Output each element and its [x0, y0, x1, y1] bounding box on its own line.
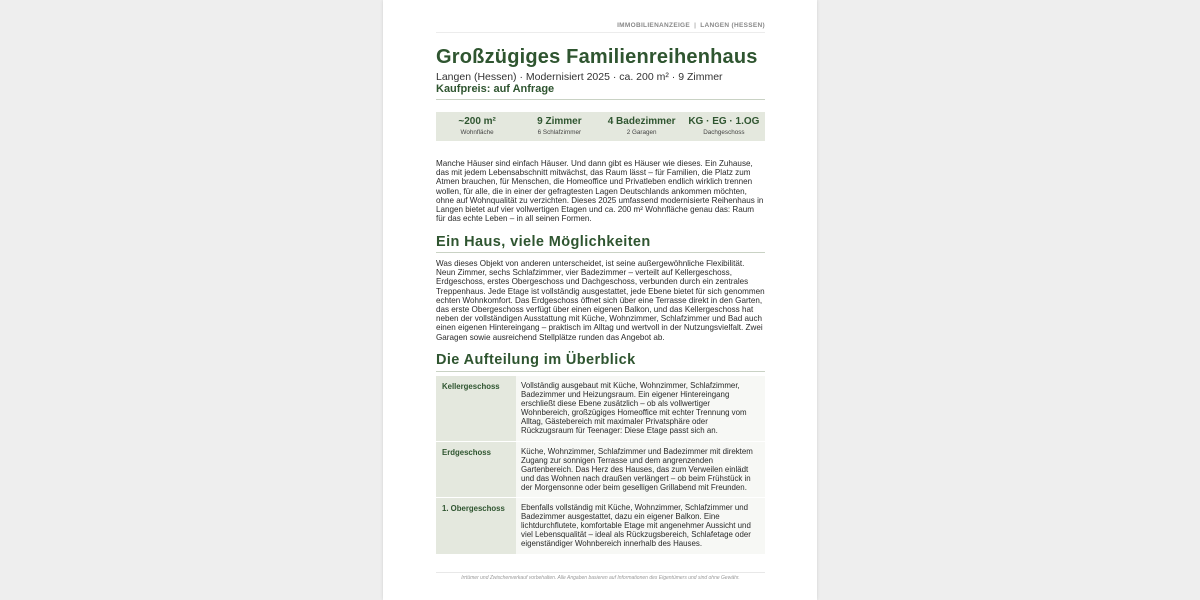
fact-label: 6 Schlafzimmer: [537, 129, 582, 136]
intro-paragraph: Manche Häuser sind einfach Häuser. Und dann gibt es Häuser wie dieses. Ein Zuhause, das mit jedem Lebensabschnitt mitwächst, das Raum lässt – für Familien, die Platz zum Atmen brauchen, für Menschen, die Homeoffice und Privatleben endlich wirklich trennen wollen, für alle, die in einer der gefragtesten Lagen Deutschlands ankommen möchten, ohne auf Wohnqualität zu verzichten. Dieses 2025 umfassend modernisierte Reihenhaus in Langen bietet auf vier vollwertigen Etagen und ca. 200 m² Wohnfläche genau das: Raum für das echte Leben – in all seinen Formen.: [436, 159, 764, 224]
listing-meta: [617, 22, 765, 29]
fact-label: Wohnfläche: [460, 129, 494, 136]
listing-category: IMMOBILIENANZEIGE: [617, 22, 691, 29]
fact-value: 9 Zimmer: [537, 116, 582, 127]
table-row: [436, 498, 765, 553]
disclaimer-footnote: Irrtümer und Zwischenverkauf vorbehalten. Alle Angaben basieren auf Informationen des Eigentümers und sind ohne Gewähr.: [461, 575, 740, 581]
fact-rooms: [518, 112, 600, 141]
fact-bathrooms: [601, 112, 683, 141]
floor-name: Erdgeschoss: [436, 442, 516, 497]
table-row: [436, 376, 765, 441]
fact-value: ~200 m²: [458, 116, 496, 127]
section-divider: [436, 371, 765, 372]
floor-name: Kellergeschoss: [436, 376, 516, 441]
listing-price: Kaufpreis: auf Anfrage: [436, 83, 555, 95]
meta-separator: |: [694, 22, 697, 29]
fact-floors: [683, 112, 765, 141]
key-facts-bar: [436, 112, 765, 141]
listing-location: LANGEN (HESSEN): [700, 22, 765, 29]
fact-label: Dachgeschoss: [703, 129, 745, 136]
section-heading-layout: Die Aufteilung im Überblick: [436, 352, 636, 368]
section-heading-possibilities: Ein Haus, viele Möglichkeiten: [436, 234, 651, 250]
header-divider: [436, 32, 765, 33]
fact-living-area: [436, 112, 518, 141]
listing-subtitle: Langen (Hessen) · Modernisiert 2025 · ca. 200 m² · 9 Zimmer: [436, 71, 723, 83]
floor-description: Ebenfalls vollständig mit Küche, Wohnzimmer, Schlafzimmer und Badezimmer ausgestattet, dazu ein eigener Balkon. Eine lichtdurchflutete, komfortable Etage mit angenehmer Aussicht und viel Lebensqualität – ideal als Rückzugsbereich, Schlafetage oder eigenständiger Wohnbereich innerhalb des Hauses.: [516, 498, 765, 553]
footer-divider: [436, 572, 765, 573]
listing-title: Großzügiges Familienreihenhaus: [436, 46, 758, 68]
fact-value: KG · EG · 1.OG: [688, 116, 760, 127]
possibilities-paragraph: Was dieses Objekt von anderen unterscheidet, ist seine außergewöhnliche Flexibilität. Neun Zimmer, sechs Schlafzimmer, vier Badezimmer – verteilt auf Kellergeschoss, Erdgeschoss, erstes Obergeschoss und Dachgeschoss, verbunden durch ein zentrales Treppenhaus. Jede Etage ist vollständig ausgestattet, jede Ebene bietet für sich genommen echten Wohnkomfort. Das Erdgeschoss öffnet sich über eine Terrasse direkt in den Garten, das erste Obergeschoss verfügt über einen eigenen Balkon, und das Kellergeschoss hat neben der vollständigen Ausstattung mit Küche, Wohnzimmer, Schlafzimmer und Bad auch einen eigenen Hintereingang – praktisch im Alltag und wertvoll in der Nutzungsvielfalt. Zwei Garagen sowie ausreichend Stellplätze runden das Angebot ab.: [436, 259, 765, 342]
section-divider: [436, 252, 765, 253]
title-divider: [436, 99, 765, 100]
floor-description: Vollständig ausgebaut mit Küche, Wohnzimmer, Schlafzimmer, Badezimmer und Heizungsraum. Ein eigener Hintereingang erschließt diese Ebene zusätzlich – ob als vollwertiger Wohnbereich, großzügiges Homeoffice mit echter Trennung vom Alltag, Gästebereich mit maximaler Privatsphäre oder Rückzugsraum für Teenager: Diese Etage passt sich an.: [516, 376, 765, 441]
floor-description: Küche, Wohnzimmer, Schlafzimmer und Badezimmer mit direktem Zugang zur sonnigen Terrasse und dem angrenzenden Gartenbereich. Das Herz des Hauses, das zum Verweilen einlädt und das Wohnen nach draußen verlängert – ob beim Frühstück in der Morgensonne oder beim geselligen Grillabend mit Freunden.: [516, 442, 765, 497]
fact-value: 4 Badezimmer: [607, 116, 676, 127]
fact-label: 2 Garagen: [626, 129, 657, 136]
table-row: [436, 442, 765, 497]
document-page: [383, 0, 817, 600]
floor-plan-table: [436, 376, 765, 554]
floor-name: 1. Obergeschoss: [436, 498, 516, 553]
